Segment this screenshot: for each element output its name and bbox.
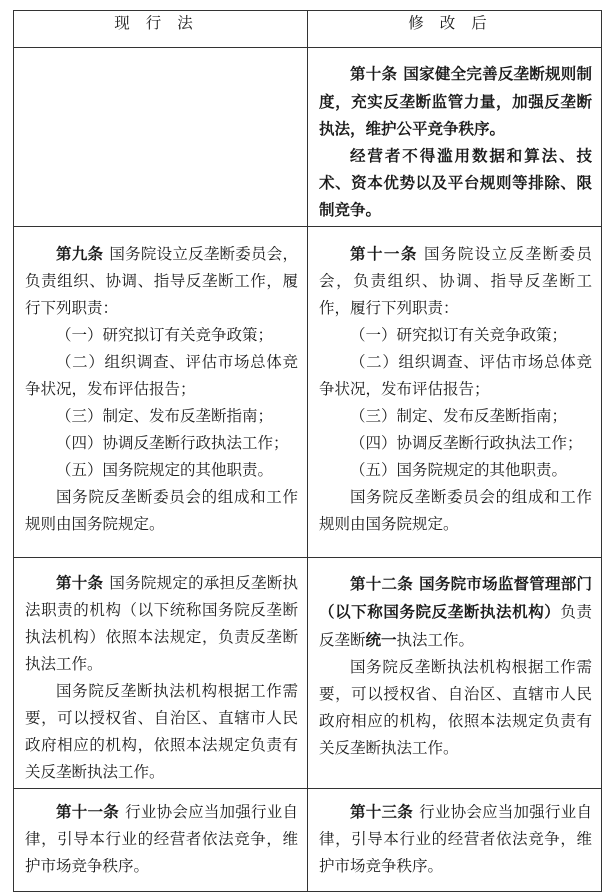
table-row (14, 48, 602, 227)
header-amended-law: 修改后 (308, 11, 602, 48)
article-paragraph (319, 799, 592, 880)
article-text: 国务院规定的承担反垄断执法职责的机构（以下统称国务院反垄断执法机构）依照本法规定，负责反垄断执法工作。 (25, 574, 298, 673)
article-text: 行业协会应当加强行业自律，引导本行业的经营者依法竞争，维护市场竞争秩序。 (25, 803, 298, 875)
list-item: （四）协调反垄断行政执法工作； (350, 434, 583, 452)
article-paragraph (319, 60, 592, 142)
article-number: 第十二条 (350, 575, 413, 593)
list-item: （三）制定、发布反垄断指南； (350, 407, 568, 425)
list-item: （五）国务院规定的其他职责。 (350, 461, 568, 479)
list-item: （一）研究拟订有关竞争政策； (56, 326, 274, 344)
article-text: 执法工作。 (396, 631, 475, 649)
article-paragraph (25, 570, 298, 678)
article-text: 负责反垄断 (319, 603, 592, 649)
article-number: 第十一条 (350, 245, 418, 263)
article-paragraph: 国务院反垄断执法机构根据工作需要，可以授权省、自治区、直辖市人民政府相应的机构，依照本法规定负责有关反垄断执法工作。 (319, 658, 592, 757)
amended-law-cell (308, 789, 602, 892)
article-number: 第九条 (56, 245, 104, 263)
article-text: 国家健全完善反垄断规则制度，充实反垄断监管力量，加强反垄断执法，维护公平竞争秩序。 (319, 64, 592, 138)
article-number: 第十条 (56, 574, 104, 592)
list-item: （二）组织调查、评估市场总体竞争状况，发布评估报告； (25, 353, 298, 398)
amended-law-cell (308, 558, 602, 789)
amended-text-highlight: 统一 (365, 630, 397, 649)
header-current-law: 现行法 (14, 11, 308, 48)
table-row (14, 558, 602, 789)
article-paragraph: 国务院反垄断委员会的组成和工作规则由国务院规定。 (319, 488, 592, 533)
amended-text-highlight: 国务院市场监督管理部门（以下称国务院反垄断执法机构） (319, 574, 592, 621)
law-comparison-table (13, 10, 602, 892)
article-paragraph: 国务院反垄断委员会的组成和工作规则由国务院规定。 (25, 488, 298, 533)
table-row (14, 227, 602, 558)
article-number: 第十三条 (350, 803, 413, 821)
amended-law-cell (308, 48, 602, 227)
article-text: 经营者不得滥用数据和算法、技术、资本优势以及平台规则等排除、限制竞争。 (319, 146, 592, 219)
list-item: （五）国务院规定的其他职责。 (56, 461, 274, 479)
table-header-row (14, 11, 602, 48)
current-law-cell (14, 789, 308, 892)
article-text: 国务院设立反垄断委员会，负责组织、协调、指导反垄断工作，履行下列职责： (25, 245, 298, 317)
amended-law-cell (308, 227, 602, 558)
article-paragraph (319, 241, 592, 322)
article-text: 国务院设立反垄断委员会，负责组织、协调、指导反垄断工作，履行下列职责： (319, 245, 592, 317)
table-row (14, 789, 602, 892)
current-law-cell (14, 227, 308, 558)
article-paragraph (319, 142, 592, 223)
list-item: （二）组织调查、评估市场总体竞争状况，发布评估报告； (319, 353, 592, 398)
article-number: 第十条 (350, 65, 398, 83)
current-law-cell (14, 48, 308, 227)
article-paragraph: 国务院反垄断执法机构根据工作需要，可以授权省、自治区、直辖市人民政府相应的机构，依照本法规定负责有关反垄断执法工作。 (25, 682, 298, 781)
list-item: （一）研究拟订有关竞争政策； (350, 326, 568, 344)
article-text: 行业协会应当加强行业自律，引导本行业的经营者依法竞争，维护市场竞争秩序。 (319, 803, 592, 875)
article-paragraph (25, 241, 298, 322)
article-paragraph (25, 799, 298, 880)
article-paragraph (319, 570, 592, 654)
list-item: （四）协调反垄断行政执法工作； (56, 434, 289, 452)
current-law-cell (14, 558, 308, 789)
article-number: 第十一条 (56, 803, 119, 821)
list-item: （三）制定、发布反垄断指南； (56, 407, 274, 425)
